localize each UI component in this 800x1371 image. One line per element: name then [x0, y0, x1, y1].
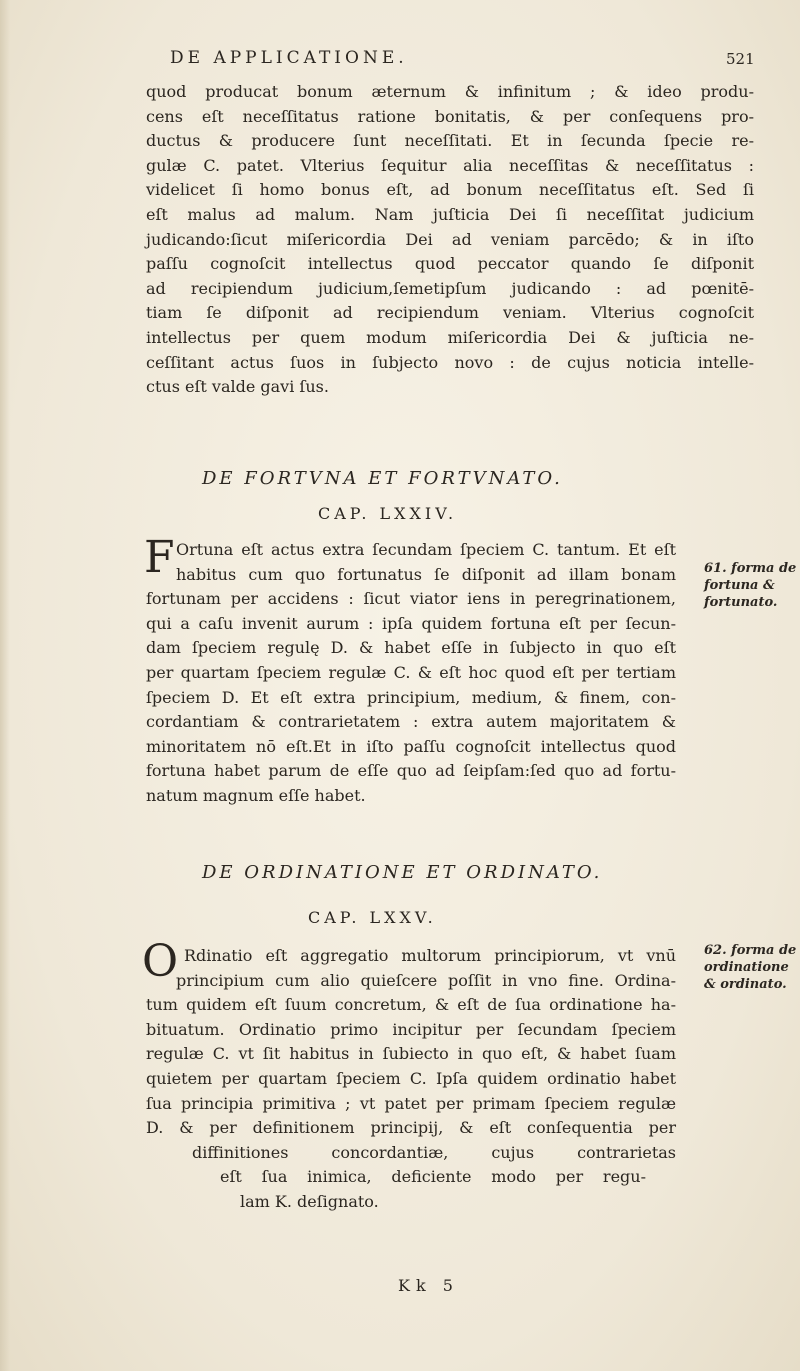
intro-paragraph: [146, 80, 754, 400]
text-line: ad recipiendum judicium,ſemetipſum judicando : ad pœnitē-: [146, 278, 754, 298]
text-line: fortuna habet parum de eſſe quo ad ſeipſam:ſed quo ad fortu-: [146, 761, 676, 781]
marginal-line: 62. forma de: [704, 943, 797, 958]
marginal-line: fortuna &: [704, 578, 775, 593]
text-line: ceſſitant actus ſuos in ſubjecto novo : de cujus noticia intelle-: [146, 352, 754, 372]
signature-number: 5: [442, 1276, 459, 1295]
initial-letter-o: O: [142, 936, 179, 987]
text-line: quod producat bonum æternum & infinitum ; & ideo produ-: [146, 82, 754, 101]
text-line: dam ſpeciem regulę D. & habet eſſe in ſubjecto in quo eſt: [146, 638, 676, 658]
page-number: 521: [726, 50, 755, 68]
text-line: lam K. deſignato.: [240, 1191, 379, 1211]
text-line: paſſu cognoſcit intellectus quod peccator quando ſe diſponit: [146, 254, 754, 274]
chapter-heading-lxxv: CAP. LXXV.: [308, 908, 437, 927]
text-line: diffinitiones concordantiæ, cujus contrarietas: [192, 1142, 676, 1162]
marginal-note-61: [704, 560, 796, 611]
marginal-note-62: [704, 942, 796, 993]
text-line: ſpeciem D. Et eſt extra principium, medium, & finem, con-: [146, 687, 676, 707]
marginal-line: & ordinato.: [704, 977, 787, 992]
text-line: D. & per definitionem principij, & eſt conſequentia per: [146, 1118, 676, 1138]
text-line: intellectus per quem modum miſericordia Dei & juſticia ne-: [146, 327, 754, 347]
text-line: ſua principia primitiva ; vt patet per primam ſpeciem regulæ: [146, 1093, 676, 1113]
text-line: cens eſt neceſſitatus ratione bonitatis, & per conſequens pro-: [146, 106, 754, 126]
section-title-fortuna: DE FORTVNA ET FORTVNATO.: [202, 468, 563, 489]
text-line: tum quidem eſt ſuum concretum, & eſt de ſua ordinatione ha-: [146, 995, 676, 1015]
chapter-heading-lxxiv: CAP. LXXIV.: [318, 504, 458, 523]
page-edge-shadow: [0, 0, 10, 1371]
marginal-line: fortunato.: [704, 595, 778, 610]
section2-paragraph: [146, 969, 676, 1215]
text-line: videlicet ſi homo bonus eſt, ad bonum neceſſitatus eſt. Sed ſi: [146, 180, 754, 200]
initial-letter-f: F: [144, 532, 175, 583]
text-line: natum magnum eſſe habet.: [146, 785, 366, 805]
text-line: regulæ C. vt ſit habitus in ſubiecto in quo eſt, & habet ſuam: [146, 1044, 676, 1064]
marginal-line: 61. forma de: [704, 561, 797, 576]
text-line: qui a caſu invenit aurum : ipſa quidem fortuna eſt per ſecun-: [146, 613, 676, 633]
text-line: per quartam ſpeciem regulæ C. & eſt hoc quod eſt per tertiam: [146, 662, 676, 682]
text-line: ctus eſt valde gavi ſus.: [146, 377, 329, 397]
text-line: fortunam per accidens : ſicut viator iens in peregrinationem,: [146, 589, 676, 609]
text-line: minoritatem nō eſt.Et in iſto paſſu cognoſcit intellectus quod: [146, 736, 676, 756]
text-line: quietem per quartam ſpeciem C. Ipſa quidem ordinatio habet: [146, 1068, 676, 1088]
text-line: judicando:ſicut miſericordia Dei ad veniam parcēdo; & in iſto: [146, 229, 754, 249]
text-line: bituatum. Ordinatio primo incipitur per ſecundam ſpeciem: [146, 1019, 676, 1039]
text-line: habitus cum quo fortunatus ſe diſponit ad illam bonam: [176, 564, 676, 584]
text-line: principium cum alio quieſcere poſſit in vno fine. Ordina-: [176, 970, 676, 990]
section1-first-line: [176, 538, 676, 563]
section2-first-line: [184, 944, 676, 969]
text-line: tiam ſe diſponit ad recipiendum veniam. Vlterius cognoſcit: [146, 303, 754, 323]
text-line: Rdinatio eſt aggregatio multorum principiorum, vt vnū: [184, 946, 676, 965]
signature-letters: Kk: [398, 1276, 432, 1295]
text-line: ductus & producere ſunt neceſſitati. Et in ſecunda ſpecie re-: [146, 131, 754, 151]
section1-paragraph: [146, 563, 676, 809]
text-line: eſt malus ad malum. Nam juſticia Dei ſi neceſſitat judicium: [146, 204, 754, 224]
signature-mark: [398, 1276, 459, 1295]
running-head: DE APPLICATIONE.: [170, 48, 408, 68]
text-line: cordantiam & contrarietatem : extra autem majoritatem &: [146, 712, 676, 732]
text-line: gulæ C. patet. Vlterius ſequitur alia neceſſitas & neceſſitatus :: [146, 155, 754, 175]
text-line: Ortuna eſt actus extra ſecundam ſpeciem C. tantum. Et eſt: [176, 540, 676, 559]
section-title-ordinatione: DE ORDINATIONE ET ORDINATO.: [202, 862, 603, 883]
text-line: eſt ſua inimica, deficiente modo per regu-: [220, 1167, 646, 1187]
marginal-line: ordinatione: [704, 960, 789, 975]
